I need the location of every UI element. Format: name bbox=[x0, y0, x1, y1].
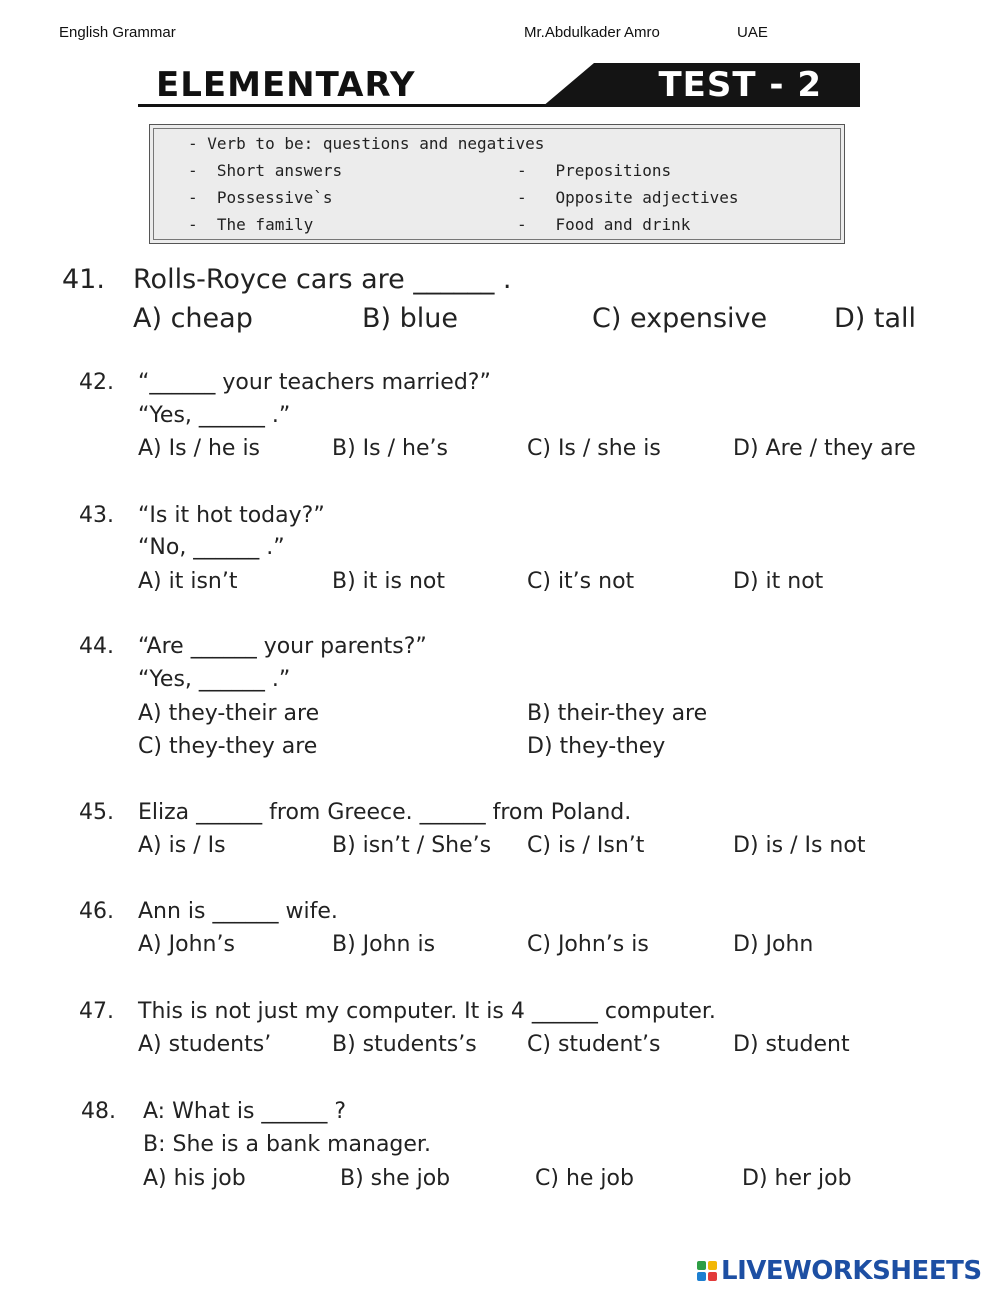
option-48-d[interactable]: D) her job bbox=[742, 1166, 852, 1191]
option-41-b[interactable]: B) blue bbox=[362, 303, 459, 334]
option-46-d[interactable]: D) John bbox=[733, 932, 814, 957]
option-48-c[interactable]: C) he job bbox=[535, 1166, 634, 1191]
option-42-c[interactable]: C) Is / she is bbox=[527, 436, 661, 461]
question-line-43-1: “Is it hot today?” bbox=[138, 503, 325, 528]
option-47-a[interactable]: A) students’ bbox=[138, 1032, 272, 1057]
header-author: Mr.Abdulkader Amro bbox=[524, 24, 660, 41]
question-line-48-1: A: What is ______ ? bbox=[143, 1099, 347, 1124]
option-48-a[interactable]: A) his job bbox=[143, 1166, 246, 1191]
question-number-41: 41. bbox=[62, 264, 105, 295]
option-47-b[interactable]: B) students’s bbox=[332, 1032, 477, 1057]
option-42-b[interactable]: B) Is / he’s bbox=[332, 436, 448, 461]
question-line-42-2: “Yes, ______ .” bbox=[138, 403, 291, 428]
option-42-a[interactable]: A) Is / he is bbox=[138, 436, 261, 461]
option-43-a[interactable]: A) it isn’t bbox=[138, 569, 238, 594]
question-line-46-1: Ann is ______ wife. bbox=[138, 899, 338, 924]
question-line-45-1: Eliza ______ from Greece. ______ from Poland. bbox=[138, 800, 632, 825]
option-45-a[interactable]: A) is / Is bbox=[138, 833, 226, 858]
question-number-43: 43. bbox=[79, 503, 114, 528]
option-44-a[interactable]: A) they-their are bbox=[138, 701, 320, 726]
option-44-b[interactable]: B) their-they are bbox=[527, 701, 708, 726]
option-42-d[interactable]: D) Are / they are bbox=[733, 436, 916, 461]
topic-item: - Food and drink bbox=[517, 215, 691, 234]
topic-item: - The family bbox=[188, 215, 314, 234]
option-44-c[interactable]: C) they-they are bbox=[138, 734, 318, 759]
question-number-46: 46. bbox=[79, 899, 114, 924]
liveworksheets-logo[interactable] bbox=[697, 1256, 982, 1286]
question-line-48-2: B: She is a bank manager. bbox=[143, 1132, 431, 1157]
topic-item: - Verb to be: questions and negatives bbox=[188, 134, 545, 153]
option-41-c[interactable]: C) expensive bbox=[592, 303, 768, 334]
topics-box bbox=[149, 124, 845, 244]
question-line-44-1: “Are ______ your parents?” bbox=[138, 634, 427, 659]
question-number-47: 47. bbox=[79, 999, 114, 1024]
topic-item: - Short answers bbox=[188, 161, 343, 180]
option-43-d[interactable]: D) it not bbox=[733, 569, 824, 594]
option-47-c[interactable]: C) student’s bbox=[527, 1032, 661, 1057]
question-text-41: Rolls-Royce cars are ______ . bbox=[133, 264, 512, 295]
header-subject: English Grammar bbox=[59, 24, 176, 41]
topic-item: - Possessive`s bbox=[188, 188, 333, 207]
option-45-c[interactable]: C) is / Isn’t bbox=[527, 833, 645, 858]
topic-item: - Prepositions bbox=[517, 161, 672, 180]
liveworksheets-logo-text: LIVEWORKSHEETS bbox=[721, 1256, 982, 1286]
question-number-48: 48. bbox=[81, 1099, 116, 1124]
option-44-d[interactable]: D) they-they bbox=[527, 734, 666, 759]
option-41-d[interactable]: D) tall bbox=[834, 303, 917, 334]
option-48-b[interactable]: B) she job bbox=[340, 1166, 451, 1191]
option-43-b[interactable]: B) it is not bbox=[332, 569, 445, 594]
banner-title-left: ELEMENTARY bbox=[156, 65, 416, 105]
title-banner bbox=[138, 63, 860, 107]
option-43-c[interactable]: C) it’s not bbox=[527, 569, 635, 594]
question-line-42-1: “______ your teachers married?” bbox=[138, 370, 491, 395]
question-number-45: 45. bbox=[79, 800, 114, 825]
option-45-b[interactable]: B) isn’t / She’s bbox=[332, 833, 492, 858]
option-46-b[interactable]: B) John is bbox=[332, 932, 436, 957]
header-country: UAE bbox=[737, 24, 768, 41]
topic-item: - Opposite adjectives bbox=[517, 188, 739, 207]
option-46-c[interactable]: C) John’s is bbox=[527, 932, 649, 957]
option-45-d[interactable]: D) is / Is not bbox=[733, 833, 866, 858]
question-number-44: 44. bbox=[79, 634, 114, 659]
question-number-42: 42. bbox=[79, 370, 114, 395]
option-47-d[interactable]: D) student bbox=[733, 1032, 850, 1057]
option-41-a[interactable]: A) cheap bbox=[133, 303, 253, 334]
question-line-47-1: This is not just my computer. It is 4 ______ computer. bbox=[138, 999, 716, 1024]
liveworksheets-logo-icon bbox=[697, 1261, 717, 1281]
option-46-a[interactable]: A) John’s bbox=[138, 932, 235, 957]
question-line-44-2: “Yes, ______ .” bbox=[138, 667, 291, 692]
question-line-43-2: “No, ______ .” bbox=[138, 535, 285, 560]
banner-title-right: TEST - 2 bbox=[658, 65, 822, 105]
